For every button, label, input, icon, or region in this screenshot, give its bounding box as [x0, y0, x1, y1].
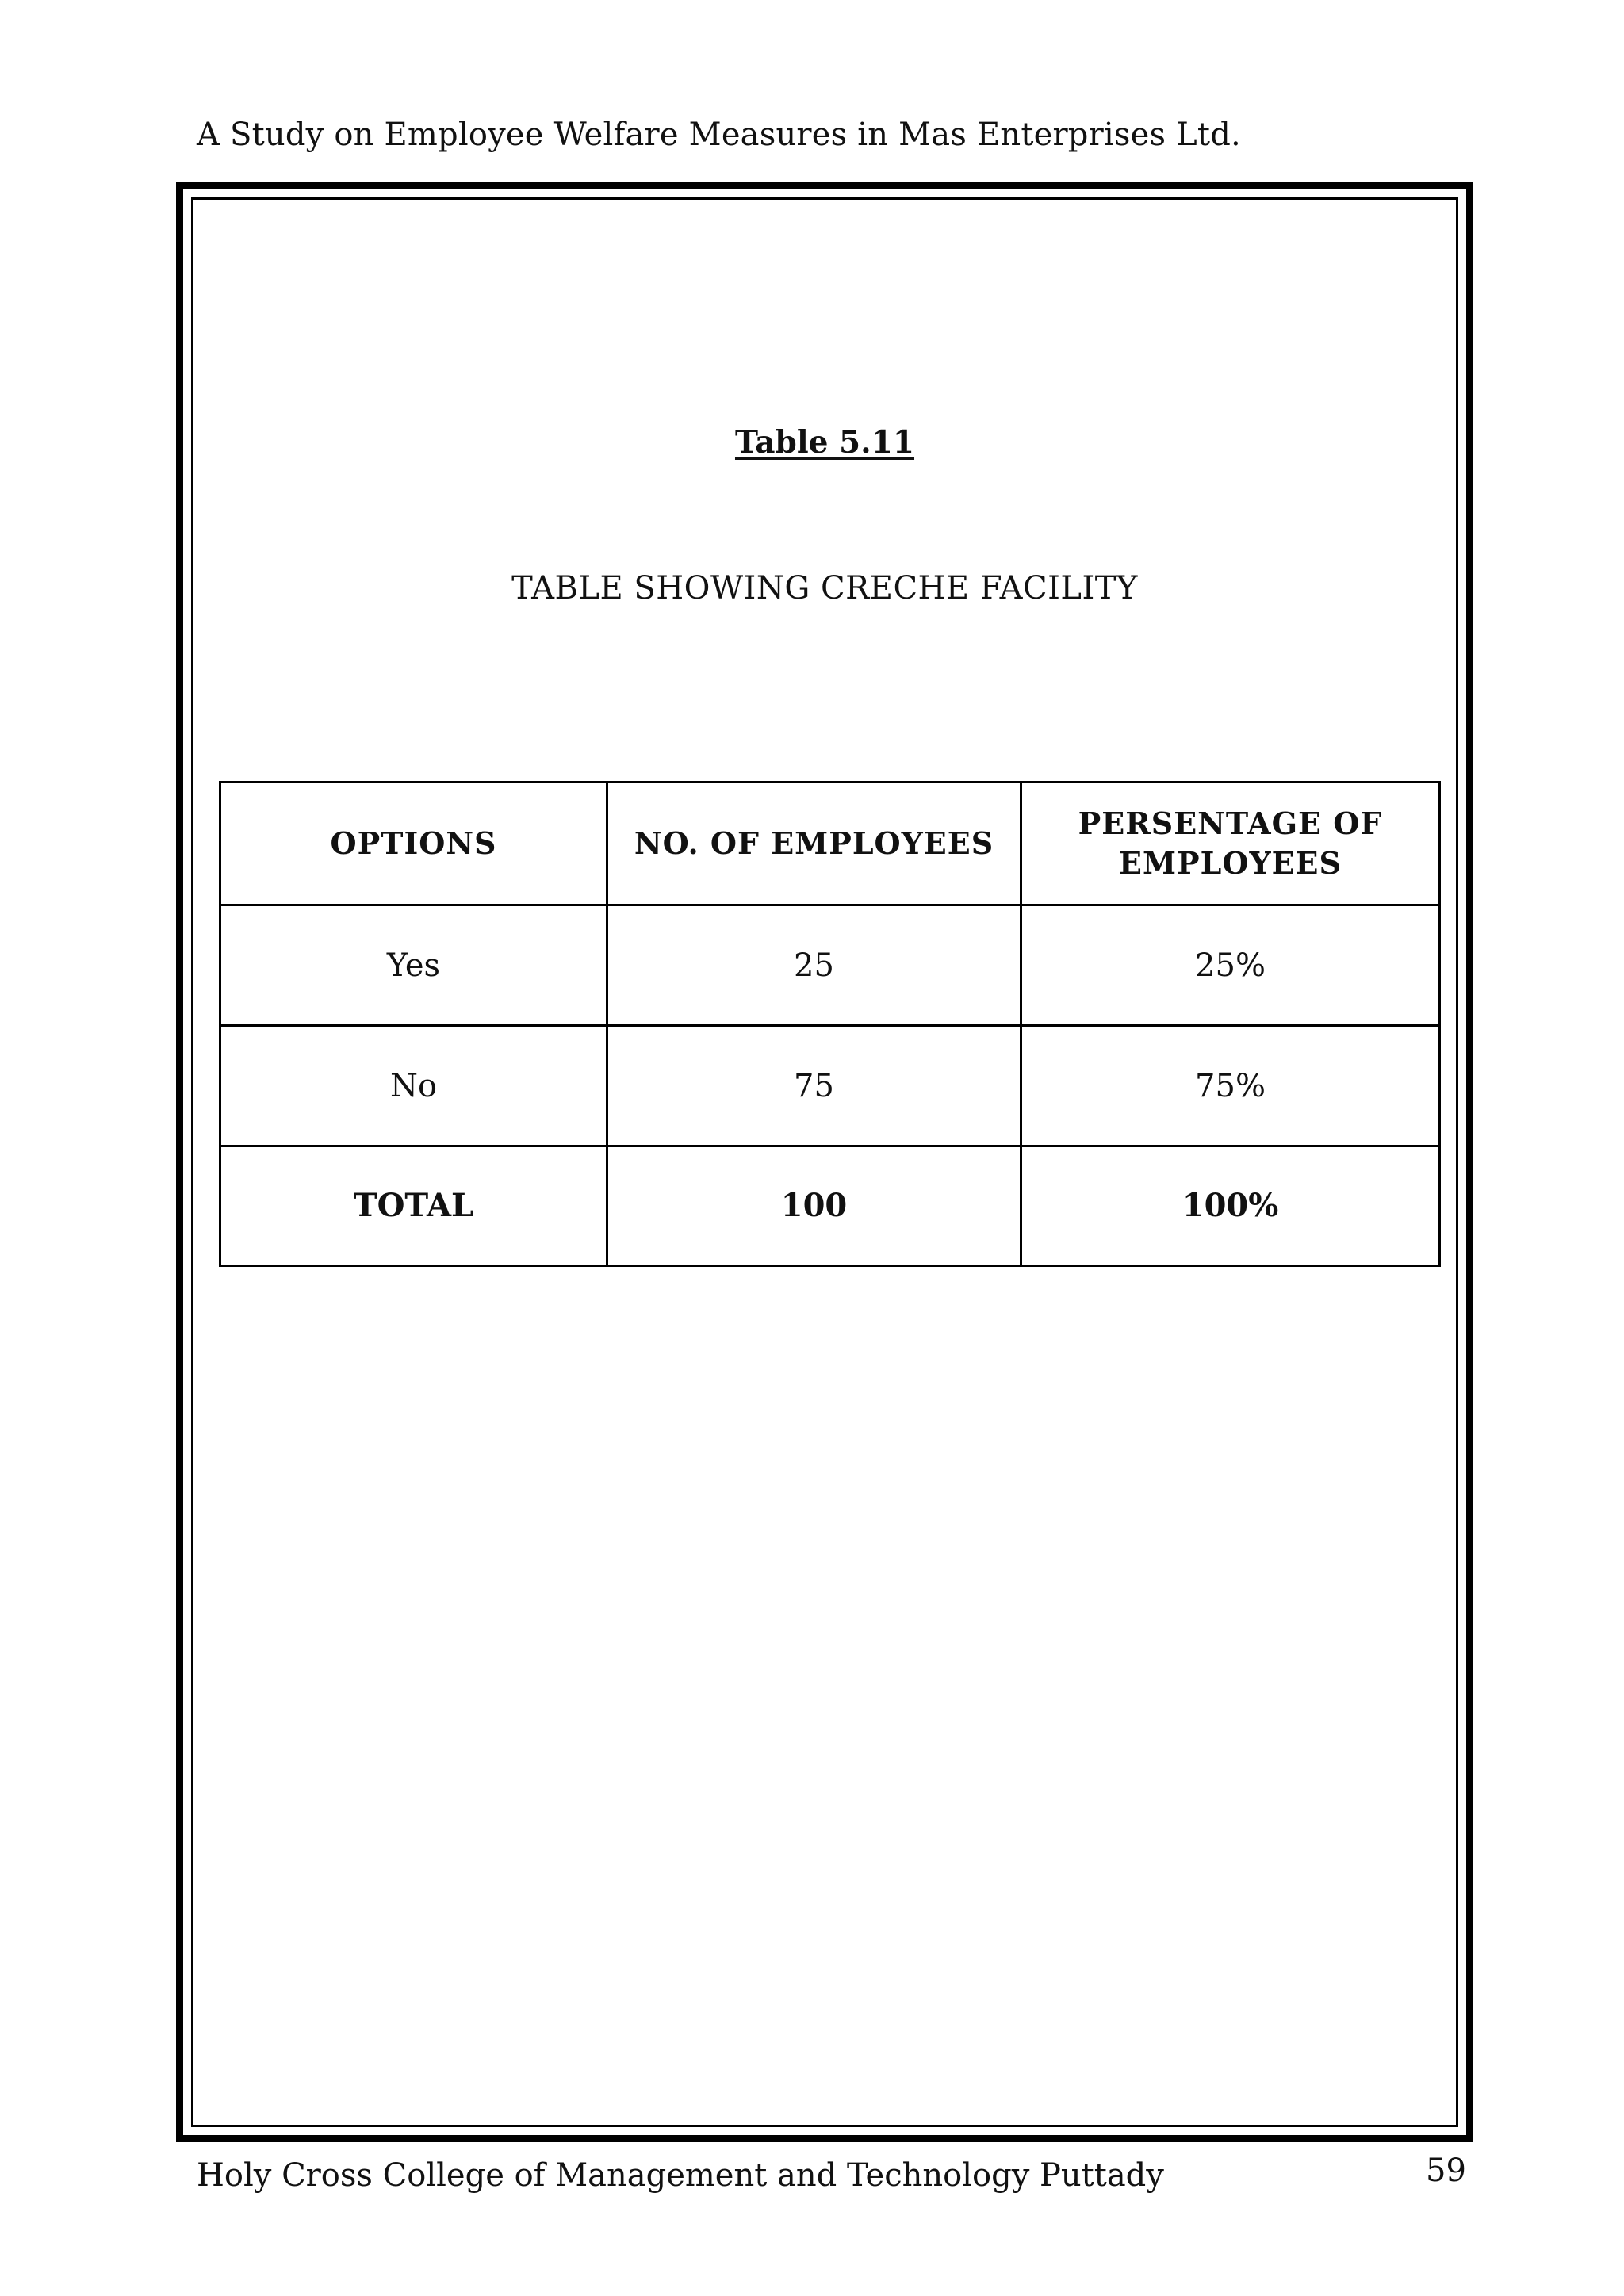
cell-total-percentage: 100%	[1021, 1146, 1440, 1266]
column-header-percentage: PERSENTAGE OF EMPLOYEES	[1021, 783, 1440, 905]
cell-total-label: TOTAL	[220, 1146, 607, 1266]
column-header-no-of-employees: NO. OF EMPLOYEES	[607, 783, 1021, 905]
column-header-options: OPTIONS	[220, 783, 607, 905]
cell-count: 75	[607, 1026, 1021, 1146]
table-title: TABLE SHOWING CRECHE FACILITY	[511, 570, 1138, 607]
cell-count: 25	[607, 905, 1021, 1026]
inner-border	[191, 197, 1458, 2127]
cell-option: No	[220, 1026, 607, 1146]
table-total-row	[220, 1146, 1440, 1266]
table-row	[220, 1026, 1440, 1146]
creche-facility-table	[219, 781, 1441, 1267]
table-header-row	[220, 783, 1440, 905]
page-border	[176, 182, 1473, 2142]
cell-percentage: 25%	[1021, 905, 1440, 1026]
footer-institution: Holy Cross College of Management and Technology Puttady	[197, 2157, 1164, 2194]
running-header: A Study on Employee Welfare Measures in Mas Enterprises Ltd.	[197, 117, 1241, 153]
page-number: 59	[1426, 2152, 1466, 2189]
cell-total-count: 100	[607, 1146, 1021, 1266]
table-number: Table 5.11	[734, 424, 915, 461]
cell-option: Yes	[220, 905, 607, 1026]
cell-percentage: 75%	[1021, 1026, 1440, 1146]
table-row	[220, 905, 1440, 1026]
